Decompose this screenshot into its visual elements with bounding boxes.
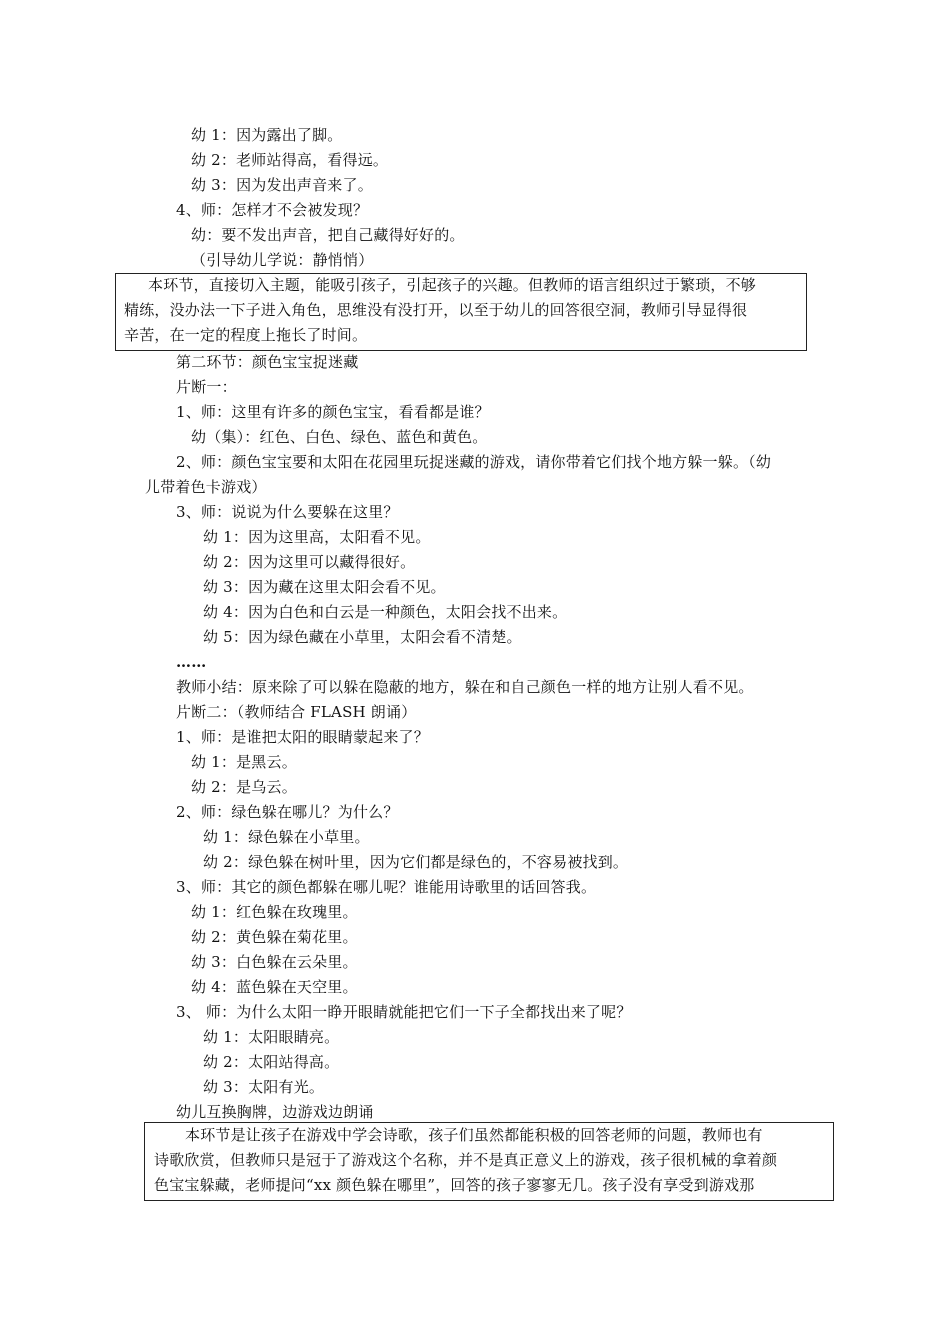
dialogue-line: 3、师：说说为什么要躲在这里？ bbox=[176, 503, 399, 521]
dialogue-line: 幼 4：因为白色和白云是一种颜色，太阳会找不出来。 bbox=[203, 603, 568, 621]
teacher-summary: 教师小结：原来除了可以躲在隐蔽的地方，躲在和自己颜色一样的地方让别人看不见。 bbox=[176, 678, 754, 696]
dialogue-line: 幼：要不发出声音，把自己藏得好好的。 bbox=[191, 226, 465, 244]
dialogue-line: 幼 4：蓝色躲在天空里。 bbox=[191, 978, 358, 996]
commentary-line: 色宝宝躲藏，老师提问“xx 颜色躲在哪里”，回答的孩子寥寥无几。孩子没有享受到游戏那 bbox=[154, 1176, 755, 1194]
dialogue-line: 幼 5：因为绿色藏在小草里，太阳会看不清楚。 bbox=[203, 628, 522, 646]
dialogue-line: 幼 3：因为发出声音来了。 bbox=[191, 176, 373, 194]
dialogue-line: 幼 1：绿色躲在小草里。 bbox=[203, 828, 370, 846]
dialogue-line: 幼 2：太阳站得高。 bbox=[203, 1053, 340, 1071]
dialogue-line: 幼 1：红色躲在玫瑰里。 bbox=[191, 903, 358, 921]
commentary-line: 本环节是让孩子在游戏中学会诗歌，孩子们虽然都能积极的回答老师的问题，教师也有 bbox=[185, 1126, 763, 1144]
dialogue-line: 幼 2：是乌云。 bbox=[191, 778, 297, 796]
dialogue-line: 2、师：绿色躲在哪儿？为什么？ bbox=[176, 803, 399, 821]
dialogue-line: 幼 1：因为这里高，太阳看不见。 bbox=[203, 528, 431, 546]
segment-heading: 片断二：（教师结合 FLASH 朗诵） bbox=[176, 703, 417, 721]
dialogue-line: 2、师：颜色宝宝要和太阳在花园里玩捉迷藏的游戏，请你带着它们找个地方躲一躲。（幼 bbox=[176, 453, 772, 471]
dialogue-line: 3、 师：为什么太阳一睁开眼睛就能把它们一下子全都找出来了呢？ bbox=[176, 1003, 632, 1021]
dialogue-line: 幼 2：老师站得高，看得远。 bbox=[191, 151, 389, 169]
segment-heading: 片断一： bbox=[176, 378, 237, 396]
dialogue-line: 幼 1：因为露出了脚。 bbox=[191, 126, 343, 144]
dialogue-line: 幼 1：是黑云。 bbox=[191, 753, 297, 771]
dialogue-line: 幼 2：因为这里可以藏得很好。 bbox=[203, 553, 416, 571]
dialogue-line: 1、师：是谁把太阳的眼睛蒙起来了？ bbox=[176, 728, 429, 746]
dialogue-line: 幼 1：太阳眼睛亮。 bbox=[203, 1028, 340, 1046]
commentary-line: 精练，没办法一下子进入角色，思维没有没打开，以至于幼儿的回答很空洞，教师引导显得很 bbox=[124, 301, 748, 319]
commentary-box bbox=[144, 1122, 834, 1201]
dialogue-line: 4、师：怎样才不会被发现？ bbox=[176, 201, 369, 219]
dialogue-line: 3、师：其它的颜色都躲在哪儿呢？谁能用诗歌里的话回答我。 bbox=[176, 878, 597, 896]
dialogue-line: 幼（集）：红色、白色、绿色、蓝色和黄色。 bbox=[191, 428, 488, 446]
commentary-box bbox=[115, 273, 807, 351]
activity-note: 幼儿互换胸牌，边游戏边朗诵 bbox=[176, 1103, 374, 1121]
dialogue-line: 幼 2：黄色躲在菊花里。 bbox=[191, 928, 358, 946]
dialogue-line: （引导幼儿学说：静悄悄） bbox=[191, 251, 374, 269]
dialogue-line: 幼 3：太阳有光。 bbox=[203, 1078, 325, 1096]
commentary-line: 辛苦，在一定的程度上拖长了时间。 bbox=[124, 326, 368, 344]
dialogue-line: 幼 2：绿色躲在树叶里，因为它们都是绿色的，不容易被找到。 bbox=[203, 853, 629, 871]
dialogue-line: 儿带着色卡游戏） bbox=[145, 478, 267, 496]
section-heading: 第二环节：颜色宝宝捉迷藏 bbox=[176, 353, 359, 371]
dialogue-line: 幼 3：白色躲在云朵里。 bbox=[191, 953, 358, 971]
dialogue-line: 1、师：这里有许多的颜色宝宝，看看都是谁？ bbox=[176, 403, 490, 421]
commentary-line: 本环节，直接切入主题，能吸引孩子，引起孩子的兴趣。但教师的语言组织过于繁琐，不够 bbox=[148, 276, 757, 294]
dialogue-line: 幼 3：因为藏在这里太阳会看不见。 bbox=[203, 578, 446, 596]
commentary-line: 诗歌欣赏，但教师只是冠于了游戏这个名称，并不是真正意义上的游戏，孩子很机械的拿着颜 bbox=[154, 1151, 778, 1169]
ellipsis: …… bbox=[176, 653, 207, 671]
